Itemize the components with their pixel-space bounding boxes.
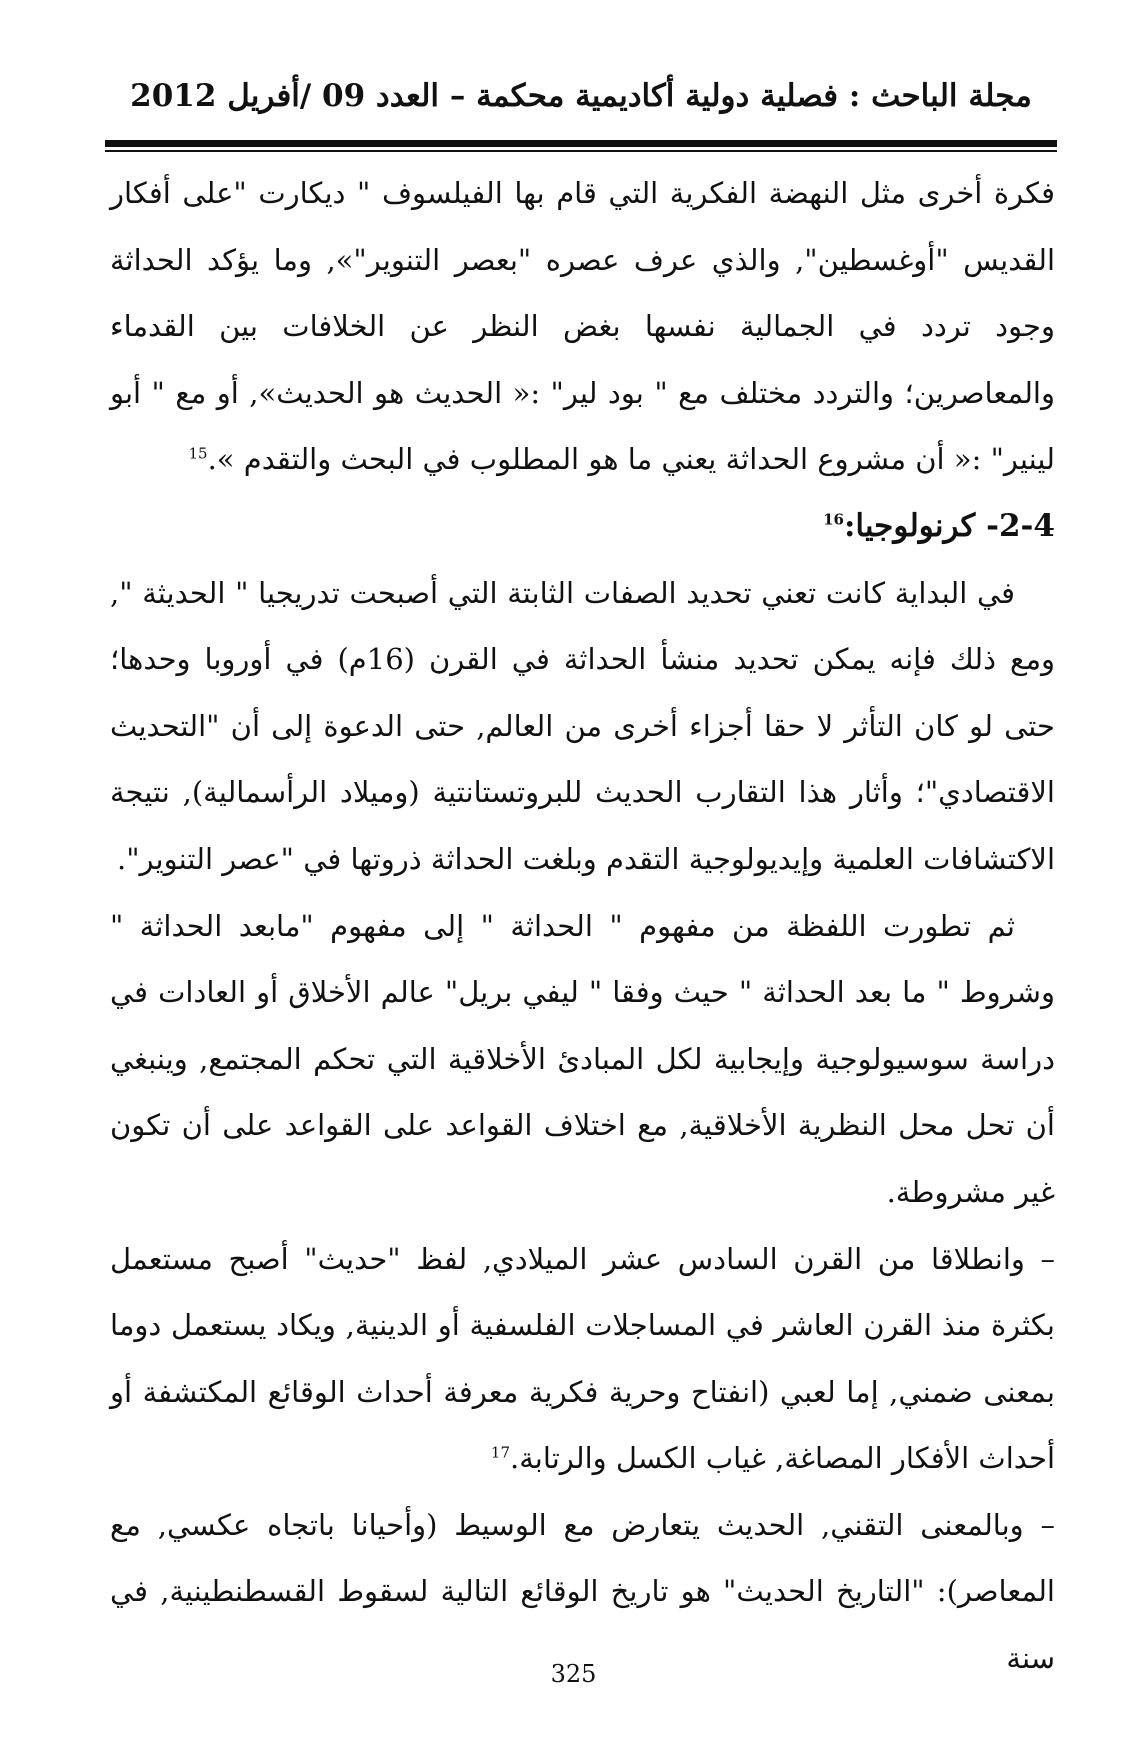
paragraph-4: – وانطلاقا من القرن السادس عشر الميلادي, لفظ "حديث" أصبح مستعمل بكثرة منذ القرن العاشر في المساجلات الفلسفية أو الدينية, ويكاد يستعمل دوما بمعنى ضمني, إما لعبي (انفتاح وحرية فكرية معرفة أحداث الوقائع المكتشفة أو أحداث الأفكار المصاغة, غياب الكسل والرتابة.$^{17}$	[110, 1241, 1055, 1476]
footnote-ref-16: 16	[823, 510, 844, 529]
footnote-ref-17: 17	[490, 1443, 511, 1462]
page-body	[110, 160, 1055, 1692]
journal-header	[105, 78, 1057, 115]
header-rule-thick	[105, 140, 1057, 147]
section-heading	[110, 493, 1055, 560]
section-title: كرنولوجيا:	[843, 507, 976, 544]
footnote-ref-15: 15	[188, 444, 208, 463]
journal-header-title: مجلة الباحث : فصلية دولية أكاديمية محكمة – العدد 09 /أفريل 2012	[130, 78, 1032, 114]
paragraph-5: – وبالمعنى التقني, الحديث يتعارض مع الوسيط (وأحيانا باتجاه عكسي, مع المعاصر): "التاريخ الحديث" هو تاريخ الوقائع التالية لسقوط القسطنطينية, في سنة	[110, 1507, 1055, 1676]
paragraph-2: في البداية كانت تعني تحديد الصفات الثابتة التي أصبحت تدريجيا " الحديثة ", ومع ذلك فإنه يمكن تحديد منشأ الحداثة في القرن (16م) في أوروبا وحدها؛ حتى لو كان التأثر لا حقا أجزاء أخرى من العالم, حتى الدعوة إلى أن "التحديث الاقتصادي"؛ وأثار هذا التقارب الحديث للبروتستانتية (وميلاد الرأسمالية), نتيجة الاكتشافات العلمية وإيديولوجية التقدم وبلغت الحداثة ذروتها في "عصر التنوير".	[110, 575, 1055, 876]
section-number: 2-4-	[986, 507, 1055, 544]
page-number: 325	[550, 1660, 597, 1688]
header-rule-thin	[105, 150, 1057, 152]
paragraph-3: ثم تطورت اللفظة من مفهوم " الحداثة " إلى مفهوم "مابعد الحداثة " وشروط " ما بعد الحداثة " حيث وفقا " ليفي بريل" عالم الأخلاق أو العادات في دراسة سوسيولوجية وإيجابية لكل المبادئ الأخلاقية التي تحكم المجتمع, وينبغي أن تحل محل النظرية الأخلاقية, مع اختلاف القواعد على القواعد على أن تكون غير مشروطة.	[110, 908, 1055, 1209]
paragraph-1: فكرة أخرى مثل النهضة الفكرية التي قام بها الفيلسوف " ديكارت "على أفكار القديس "أوغسطين", والذي عرف عصره "بعصر التنوير"», وما يؤكد الحداثة وجود تردد في الجمالية نفسها بغض النظر عن الخلافات بين القدماء والمعاصرين؛ والتردد مختلف مع " بود لير" :« الحديث هو الحديث», أو مع " أبو لينير" :« أن مشروع الحداثة يعني ما هو المطلوب في البحث والتقدم ».$^{15}$	[110, 176, 1055, 477]
